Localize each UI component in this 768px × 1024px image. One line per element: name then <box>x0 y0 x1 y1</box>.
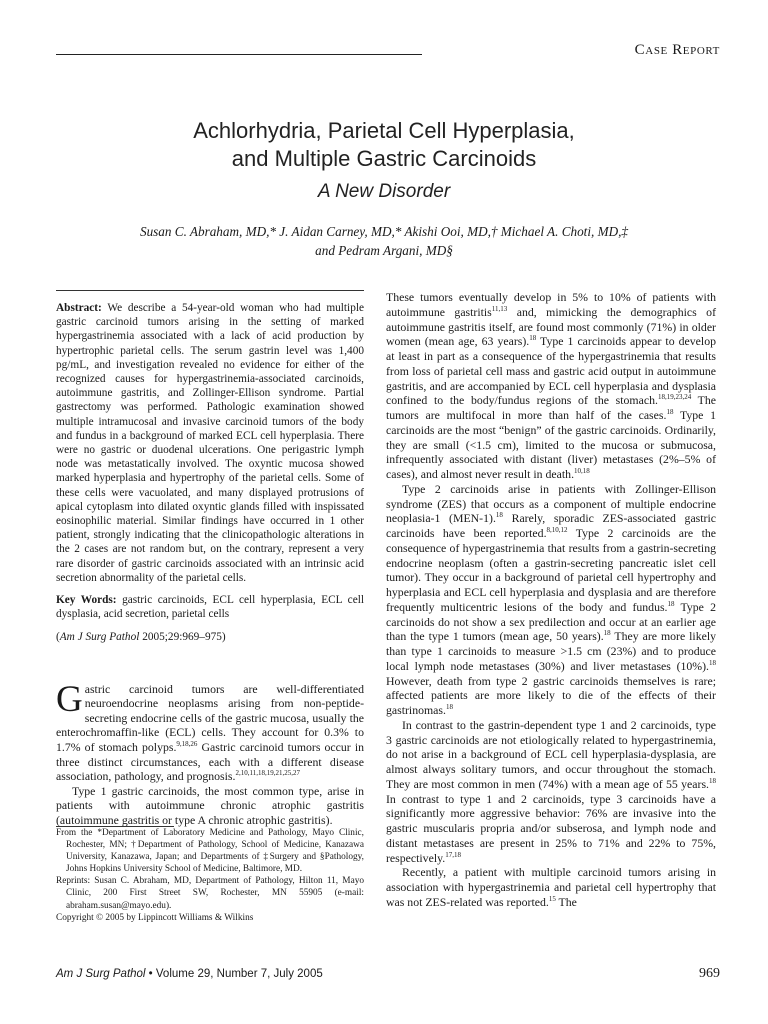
citation-journal: Am J Surg Pathol <box>59 631 140 644</box>
reference-superscript: 17,18 <box>445 850 461 859</box>
footer-journal-name: Am J Surg Pathol <box>56 968 146 980</box>
title-line-1: Achlorhydria, Parietal Cell Hyperplasia, <box>193 118 575 143</box>
reference-superscript: 11,13 <box>491 304 508 313</box>
keywords-text: gastric carcinoids, ECL cell hyperplasia, ECL cell dysplasia, acid secretion, parietal cells <box>56 594 364 621</box>
citation <box>56 630 364 644</box>
intro-paragraph-2: Type 1 gastric carcinoids, the most common type, arise in patients with autoimmune chronic atrophic gastritis (autoimmune gastritis or type A chronic atrophic gastritis). <box>56 783 364 828</box>
body-text: In contrast to type 1 and 2 carcinoids, type 3 carcinoids have a significantly more aggressive behavior: 76% are invasive into the gastric muscularis propria and/or subserosa, and lymph node and distant metastases are present in 25% to 71% and 22% to 75%, respectively. <box>386 791 716 865</box>
abstract-label: Abstract: <box>56 302 102 314</box>
reference-superscript: 18 <box>667 599 675 608</box>
article-subtitle: A New Disorder <box>317 181 451 202</box>
reference-superscript: 15 <box>548 894 556 903</box>
footer-volume-info: • Volume 29, Number 7, July 2005 <box>145 968 323 980</box>
body-text: They are more likely than type 1 carcinoids to measure >1.5 cm (23%) and to produce local lymph node metastases (30%) and liver metastases (10%). <box>386 629 717 673</box>
body-text: Type 2 carcinoids arise in patients with Zollinger-Ellison syndrome (ZES) that occurs as a component of multiple endocrine neoplasia-1 (MEN-1). <box>386 481 716 526</box>
reference-superscript: 18 <box>495 511 503 520</box>
reference-superscript: 18 <box>529 334 537 343</box>
body-paragraph-4 <box>386 865 716 909</box>
reference-superscript: 2,10,11,18,19,21,25,27 <box>235 769 300 778</box>
title-line-2: and Multiple Gastric Carcinoids <box>231 146 537 171</box>
citation-open-paren: ( <box>56 631 60 644</box>
reference-superscript: 10,18 <box>574 467 590 476</box>
section-label: Case Report <box>634 42 720 58</box>
reference-superscript: 18 <box>666 408 674 417</box>
body-paragraph-1 <box>386 290 716 482</box>
drop-cap: G <box>56 678 83 720</box>
reference-superscript: 18,19,23,24 <box>657 393 692 402</box>
keywords <box>56 593 364 621</box>
body-text: Type 2 carcinoids do not show a sex predilection and occur at an earlier age than the type 1 tumors (mean age, 50 years). <box>386 599 716 644</box>
body-text: Type 2 carcinoids are the consequence of hypergastrinemia that results from a gastrin-secreting endocrine neoplasm (often a gastrin-secreting pancreatic islet cell tumor). They occur in a background of parietal cell hypertrophy and hyperplasia and ECL cell hyperplasia and dysplasia and are therefore frequently multicentric lesions of the body and fundus. <box>386 526 716 614</box>
authors-line-2: and Pedram Argani, MD§ <box>315 243 453 258</box>
abstract-text: We describe a 54-year-old woman who had multiple gastric carcinoid tumors arising in the setting of marked hypergastrinemia associated with a lack of acid production by hypertrophic parietal cells. The serum gastrin level was 1,400 pg/mL, and investigation revealed no evidence for either of the recognized causes for hypergastrinemia-associated carcinoids, autoimmune gastritis, and Zollinger-Ellison syndrome. Partial gastrectomy was performed. Pathologic examination showed multiple intramucosal and invasive carcinoid tumors of the body and fundus in a background of marked ECL cell hyperplasia. There were no gastric or duodenal ulcerations. One perigastric lymph node was metastatically involved. The oxyntic mucosa showed marked hyperplasia and hypertrophy of the parietal cells. Some of these cells were vacuolated, and many displayed protrusions of apical cytoplasm into dilated oxyntic glands filled with inspissated eosinophilic material. Similar findings have occurred in 1 other patient, strongly indicating that the clinicopathologic alterations in the 2 cases are not random but, on the contrary, represent a very rare disorder of gastric carcinoids associated with an intrinsic acid secretion abnormality of the parietal cells. <box>56 302 364 584</box>
introduction <box>56 678 364 828</box>
footer-journal-info <box>56 968 323 980</box>
intro-paragraph-1 <box>56 678 364 784</box>
page-number: 969 <box>699 966 720 981</box>
reference-superscript: 9,18,26 <box>176 740 198 749</box>
left-column <box>56 290 364 828</box>
header-rule <box>56 54 422 55</box>
abstract <box>56 301 364 585</box>
copyright-line: Copyright © 2005 by Lippincott Williams & Wilkins <box>56 912 254 923</box>
body-text: Rarely, sporadic ZES-associated gastric carcinoids have been reported. <box>386 511 716 540</box>
abstract-top-rule <box>56 290 364 291</box>
reference-superscript: 18 <box>445 703 453 712</box>
body-text: Recently, a patient with multiple carcinoid tumors arising in association with hypergastrinemia and parietal cell hypertrophy that was not ZES-related was reported. <box>386 865 716 909</box>
affiliation-from: From the *Department of Laboratory Medicine and Pathology, Mayo Clinic, Rochester, MN; †Department of Pathology, School of Medicine, Kanazawa University, Kanazawa, Japan; and Departments of ‡Surgery and §Pathology, Johns Hopkins University School of Medicine, Baltimore, MD. <box>56 828 364 875</box>
body-paragraph-3 <box>386 718 716 866</box>
citation-rest: 2005;29:969–975) <box>142 631 226 644</box>
affiliations <box>56 826 364 924</box>
article-title <box>0 117 768 173</box>
body-text: and, mimicking the demographics of autoimmune gastritis itself, are found most commonly (71%) in older women (mean age, 63 years). <box>386 304 716 349</box>
right-column <box>386 290 716 910</box>
authors-line-1: Susan C. Abraham, MD,* J. Aidan Carney, MD,* Akishi Ooi, MD,† Michael A. Choti, MD,‡ <box>139 224 629 239</box>
body-text: These tumors eventually develop in 5% to 10% of patients with autoimmune gastritis <box>386 290 716 319</box>
reprints-address: Reprints: Susan C. Abraham, MD, Department of Pathology, Hilton 11, Mayo Clinic, 200 First Street SW, Rochester, MN 55905 (e-mail: abraham.susan@mayo.edu). <box>56 876 364 911</box>
body-text: In contrast to the gastrin-dependent type 1 and 2 carcinoids, type 3 gastric carcinoids are not etiologically related to hypergastrinemia, do not arise in a background of ECL cell hyperplasia-dysplasia, are almost always solitary tumors, and occur throughout the stomach. They are most common in men (74%) with a mean age of 55 years. <box>386 717 716 791</box>
intro-p1-text-a: astric carcinoid tumors are well-differentiated neuroendocrine neoplasms arising from non-peptide-secreting endocrine cells of the gastric mucosa, usually the enterochromaffin-like (ECL) cells. They account for 0.3% to 1.7% of stomach polyps. <box>56 681 364 755</box>
body-text: However, death from type 2 gastric carcinoids themselves is rare; affected patients are more likely to die of the effects of their gastrinomas. <box>386 673 716 717</box>
keywords-label: Key Words: <box>56 594 117 607</box>
body-paragraph-2 <box>386 482 716 718</box>
author-list <box>70 222 698 260</box>
body-text: The tumors are multifocal in more than half of the cases. <box>386 393 717 422</box>
body-text: The <box>555 894 577 909</box>
body-text: Type 1 carcinoids appear to develop at least in part as a consequence of the hypergastrinemia that results from loss of parietal cell mass and gastric acid output in autoimmune gastritis, and are accompanied by ECL cell hyperplasia and dysplasia confined to the body/fundus regions of the stomach. <box>386 334 716 408</box>
body-text: Type 1 carcinoids are the most “benign” of the gastric carcinoids. Ordinarily, they are small (<1.5 cm), limited to the mucosa or submucosa, infrequently associated with distant (liver) metastases (2%–5% of cases), and almost never result in death. <box>386 408 717 481</box>
reference-superscript: 18 <box>709 658 716 667</box>
reference-superscript: 18 <box>709 776 716 785</box>
reference-superscript: 18 <box>603 629 611 638</box>
reference-superscript: 8,10,12 <box>546 526 568 535</box>
intro-p1-text-b: Gastric carcinoid tumors occur in three distinct circumstances, each with a different disease association, pathology, and prognosis. <box>56 740 364 784</box>
